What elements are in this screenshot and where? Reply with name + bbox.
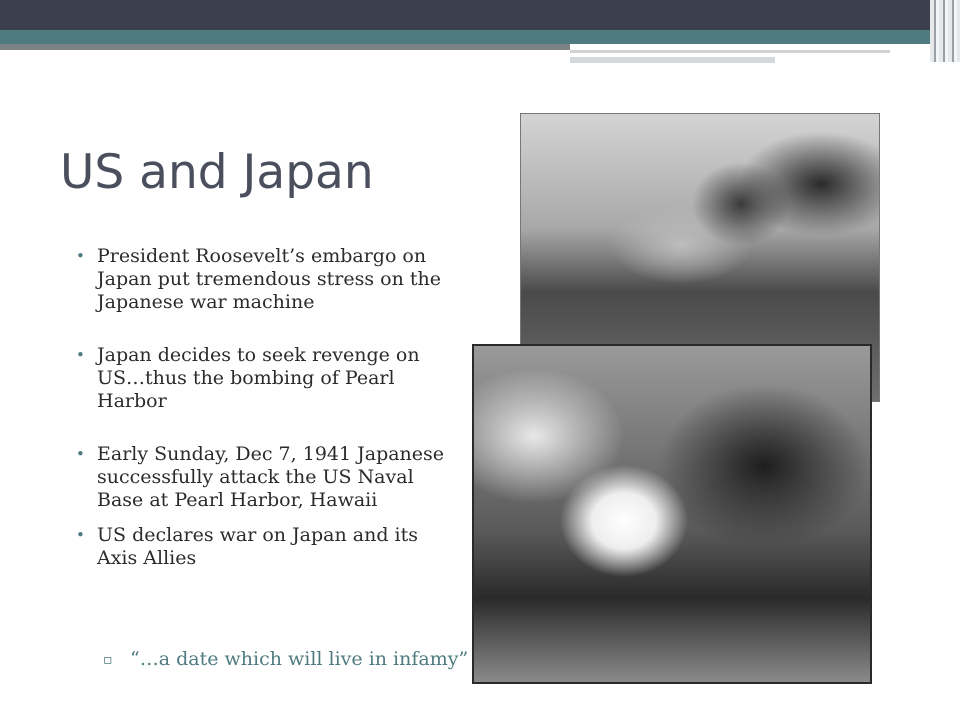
pearl-harbor-ship-explosion-photo	[472, 344, 872, 684]
header-stripes	[930, 0, 960, 62]
bullet-text: US declares war on Japan and its Axis Allies	[97, 524, 419, 569]
bullet-text: Early Sunday, Dec 7, 1941 Japanese successfully attack the US Naval Base at Pearl Harbor, Hawaii	[97, 443, 445, 511]
sub-bullet	[103, 648, 470, 671]
header-bar-gray	[0, 44, 570, 50]
header-bar-teal	[0, 30, 960, 44]
sub-bullet-text: “…a date which will live in infamy”	[130, 648, 469, 670]
bullet-marker: •	[76, 526, 85, 544]
bullet-marker: •	[76, 247, 85, 265]
bullet-list	[76, 245, 461, 582]
sub-bullet-marker: ▫	[103, 652, 113, 668]
bullet-marker: •	[76, 445, 85, 463]
bullet-marker: •	[76, 346, 85, 364]
bullet-item	[76, 344, 461, 413]
slide-title: US and Japan	[60, 145, 374, 200]
header-bar-dark	[0, 0, 960, 30]
header-line-1	[570, 50, 890, 53]
bullet-text: President Roosevelt’s embargo on Japan put tremendous stress on the Japanese war machine	[97, 245, 441, 313]
bullet-item	[76, 443, 461, 512]
bullet-text: Japan decides to seek revenge on US…thus the bombing of Pearl Harbor	[97, 344, 420, 412]
bullet-item	[76, 524, 461, 570]
header-line-2	[570, 57, 775, 63]
bullet-item	[76, 245, 461, 314]
